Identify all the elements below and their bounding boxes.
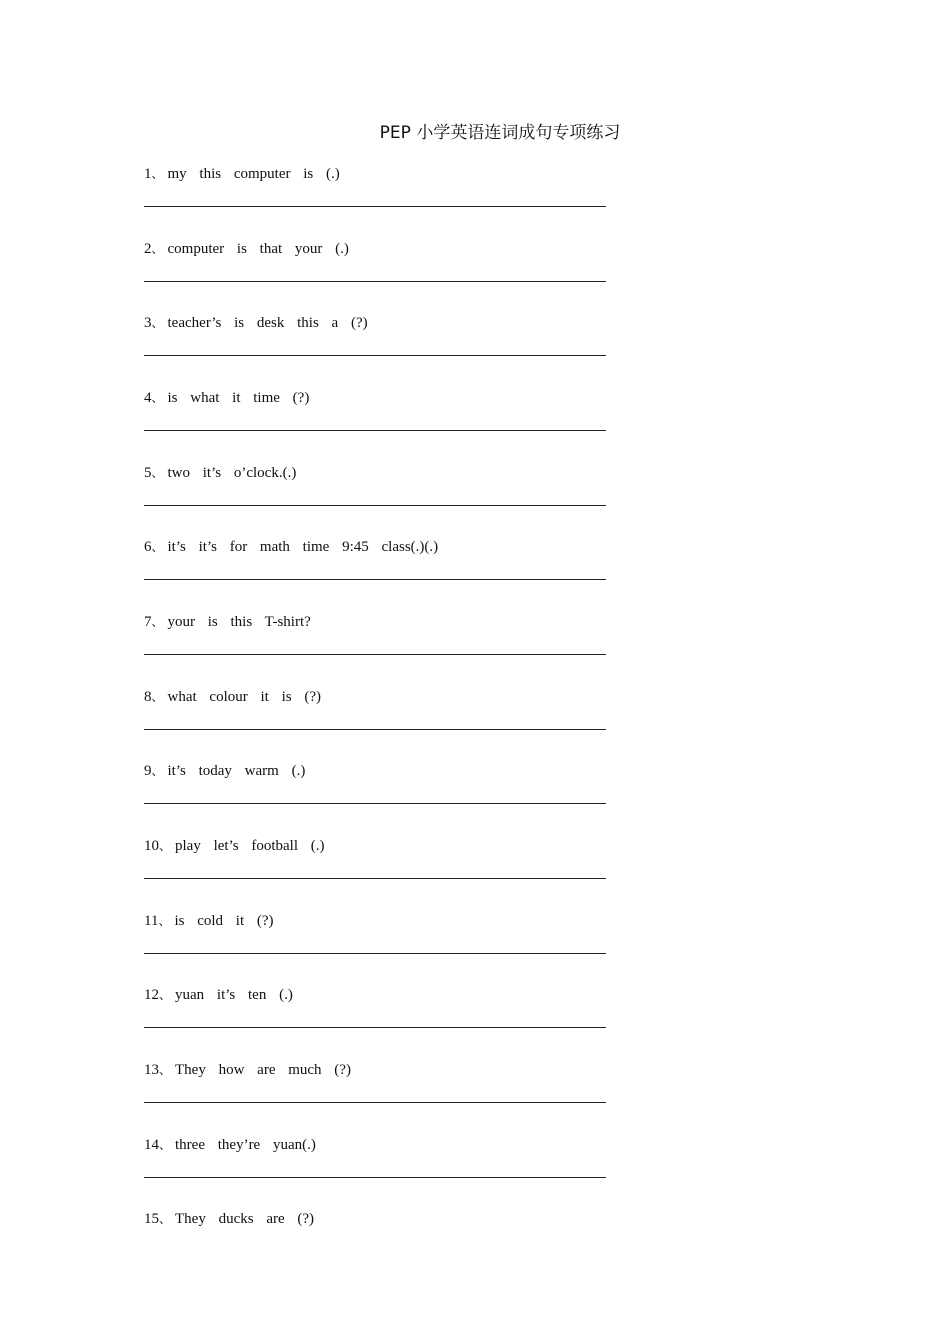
question-prompt xyxy=(144,537,438,557)
question-11 xyxy=(144,911,614,986)
answer-line[interactable] xyxy=(144,654,606,655)
question-words: computer is that your (.) xyxy=(167,241,349,257)
question-words: what colour it is (?) xyxy=(167,689,321,705)
page-title: PEP 小学英语连词成句专项练习 xyxy=(379,123,621,143)
answer-line[interactable] xyxy=(144,206,606,207)
question-3 xyxy=(144,313,614,388)
answer-line[interactable] xyxy=(144,505,606,506)
question-prompt xyxy=(144,687,321,707)
question-number: 1 xyxy=(144,166,152,182)
question-separator: 、 xyxy=(151,242,164,256)
question-words: two it’s o’clock.(.) xyxy=(167,465,297,481)
question-prompt xyxy=(144,164,340,184)
question-12 xyxy=(144,985,614,1060)
question-prompt xyxy=(144,313,368,333)
question-separator: 、 xyxy=(159,1212,172,1226)
question-prompt xyxy=(144,388,309,408)
question-number: 7 xyxy=(144,614,152,630)
question-number: 14 xyxy=(144,1137,159,1153)
question-prompt xyxy=(144,1135,316,1155)
question-number: 5 xyxy=(144,465,152,481)
question-separator: 、 xyxy=(158,914,171,928)
question-prompt xyxy=(144,911,274,931)
question-number: 10 xyxy=(144,838,159,854)
question-words: They ducks are (?) xyxy=(175,1211,315,1227)
question-number: 3 xyxy=(144,315,152,331)
question-14 xyxy=(144,1135,614,1210)
question-9 xyxy=(144,761,614,836)
answer-line[interactable] xyxy=(144,355,606,356)
question-prompt xyxy=(144,761,305,781)
question-separator: 、 xyxy=(151,690,164,704)
question-number: 8 xyxy=(144,689,152,705)
question-separator: 、 xyxy=(151,391,164,405)
question-number: 11 xyxy=(144,913,159,929)
answer-line[interactable] xyxy=(144,430,606,431)
question-words: three they’re yuan(.) xyxy=(175,1137,316,1153)
question-2 xyxy=(144,239,614,314)
question-separator: 、 xyxy=(159,988,172,1002)
answer-line[interactable] xyxy=(144,729,606,730)
question-prompt xyxy=(144,985,293,1005)
question-prompt xyxy=(144,239,349,259)
question-words: is cold it (?) xyxy=(174,913,274,929)
question-separator: 、 xyxy=(151,615,164,629)
question-words: play let’s football (.) xyxy=(175,838,325,854)
question-number: 9 xyxy=(144,763,152,779)
question-1 xyxy=(144,164,614,239)
question-prompt xyxy=(144,836,324,856)
question-number: 13 xyxy=(144,1062,159,1078)
question-separator: 、 xyxy=(151,466,164,480)
question-10 xyxy=(144,836,614,911)
question-prompt xyxy=(144,1060,351,1080)
question-prompt xyxy=(144,612,311,632)
question-6 xyxy=(144,537,614,612)
question-words: it’s it’s for math time 9:45 class(.)(.) xyxy=(167,539,439,555)
question-words: it’s today warm (.) xyxy=(167,763,306,779)
question-separator: 、 xyxy=(151,316,164,330)
question-separator: 、 xyxy=(151,167,164,181)
question-13 xyxy=(144,1060,614,1135)
question-number: 12 xyxy=(144,987,159,1003)
question-separator: 、 xyxy=(151,540,164,554)
question-prompt xyxy=(144,463,296,483)
answer-line[interactable] xyxy=(144,1102,606,1103)
question-separator: 、 xyxy=(151,764,164,778)
question-words: your is this T-shirt? xyxy=(167,614,311,630)
question-7 xyxy=(144,612,614,687)
question-15 xyxy=(144,1209,614,1284)
question-separator: 、 xyxy=(159,1138,172,1152)
question-number: 6 xyxy=(144,539,152,555)
question-words: teacher’s is desk this a (?) xyxy=(167,315,368,331)
answer-line[interactable] xyxy=(144,1177,606,1178)
question-prompt xyxy=(144,1209,314,1229)
question-separator: 、 xyxy=(159,839,172,853)
question-words: is what it time (?) xyxy=(167,390,310,406)
question-4 xyxy=(144,388,614,463)
answer-line[interactable] xyxy=(144,579,606,580)
question-words: my this computer is (.) xyxy=(167,166,340,182)
answer-line[interactable] xyxy=(144,1027,606,1028)
question-words: They how are much (?) xyxy=(175,1062,351,1078)
question-number: 4 xyxy=(144,390,152,406)
answer-line[interactable] xyxy=(144,803,606,804)
answer-line[interactable] xyxy=(144,953,606,954)
question-number: 15 xyxy=(144,1211,159,1227)
question-separator: 、 xyxy=(159,1063,172,1077)
answer-line[interactable] xyxy=(144,878,606,879)
question-5 xyxy=(144,463,614,538)
question-8 xyxy=(144,687,614,762)
answer-line[interactable] xyxy=(144,281,606,282)
question-number: 2 xyxy=(144,241,152,257)
question-words: yuan it’s ten (.) xyxy=(175,987,293,1003)
